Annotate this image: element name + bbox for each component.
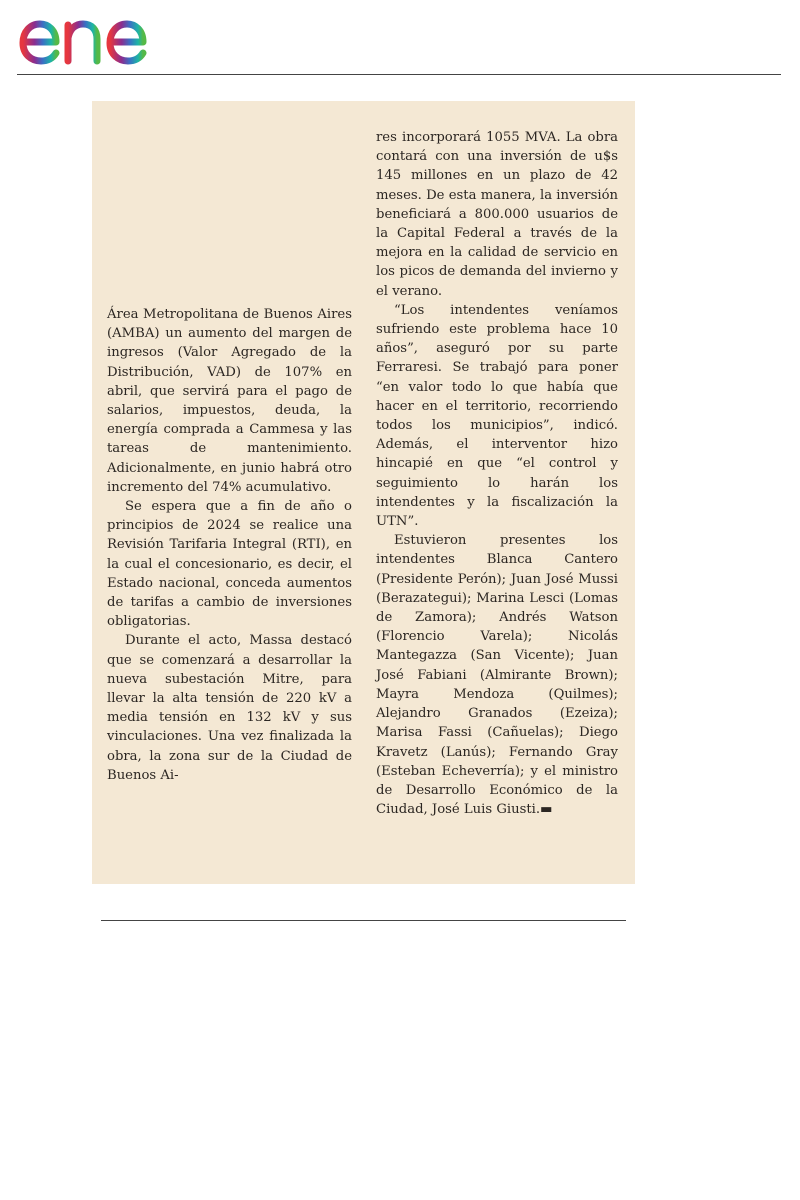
newspaper-clipping: [92, 101, 635, 884]
article-paragraph: res incorporará 1055 MVA. La obra contará con una inversión de u$s 145 millones en un plazo de 42 meses. De esta manera, la inversión beneficiará a 800.000 usuarios de la Capital Federal a través de la mejora en la calidad de servicio en los picos de demanda del invierno y el verano.: [376, 130, 618, 299]
article-paragraph: Se espera que a fin de año o principios de 2024 se realice una Revisión Tarifaria Integral (RTI), en la cual el concesionario, es decir, el Estado nacional, conceda aumentos de tarifas a cambio de inversiones obligatorias.: [107, 499, 352, 630]
header-divider: [17, 74, 781, 75]
article-paragraph: Estuvieron presentes los intendentes Blanca Cantero (Presidente Perón); Juan José Mussi (Berazategui); Marina Lesci (Lomas de Zamora); Andrés Watson (Florencio Varela); Nicolás Mantegazza (San Vicente); Juan José Fabiani (Almirante Brown); Mayra Mendoza (Quilmes); Alejandro Granados (Ezeiza); Marisa Fassi (Cañuelas); Diego Kravetz (Lanús); Fernando Gray (Esteban Echeverría); y el ministro de Desarrollo Económico de la Ciudad, José Luis Giusti.▬: [376, 533, 618, 818]
footer-divider: [101, 920, 626, 921]
article-paragraph: “Los intendentes veníamos sufriendo este problema hace 10 años”, aseguró por su parte Ferraresi. Se trabajó para poner “en valor todo lo que había que hacer en el territorio, recorriendo todos los municipios”, indicó. Además, el interventor hizo hincapié en que “el control y seguimiento lo harán los intendentes y la fiscalización la UTN”.: [376, 302, 618, 530]
article-paragraph: Durante el acto, Massa destacó que se comenzará a desarrollar la nueva subestación Mitre, para llevar la alta tensión de 220 kV a media tensión en 132 kV y sus vinculaciones. Una vez finalizada la obra, la zona sur de la Ciudad de Buenos Ai-: [107, 633, 352, 783]
enel-logo: [18, 6, 180, 68]
article-column-right: [376, 128, 618, 884]
article-column-left: [107, 305, 352, 884]
article-paragraph: Área Metropolitana de Buenos Aires (AMBA) un aumento del margen de ingresos (Valor Agregado de la Distribución, VAD) de 107% en abril, que servirá para el pago de salarios, impuestos, deuda, la energía comprada a Cammesa y las tareas de mantenimiento. Adicionalmente, en junio habrá otro incremento del 74% acumulativo.: [107, 307, 352, 495]
